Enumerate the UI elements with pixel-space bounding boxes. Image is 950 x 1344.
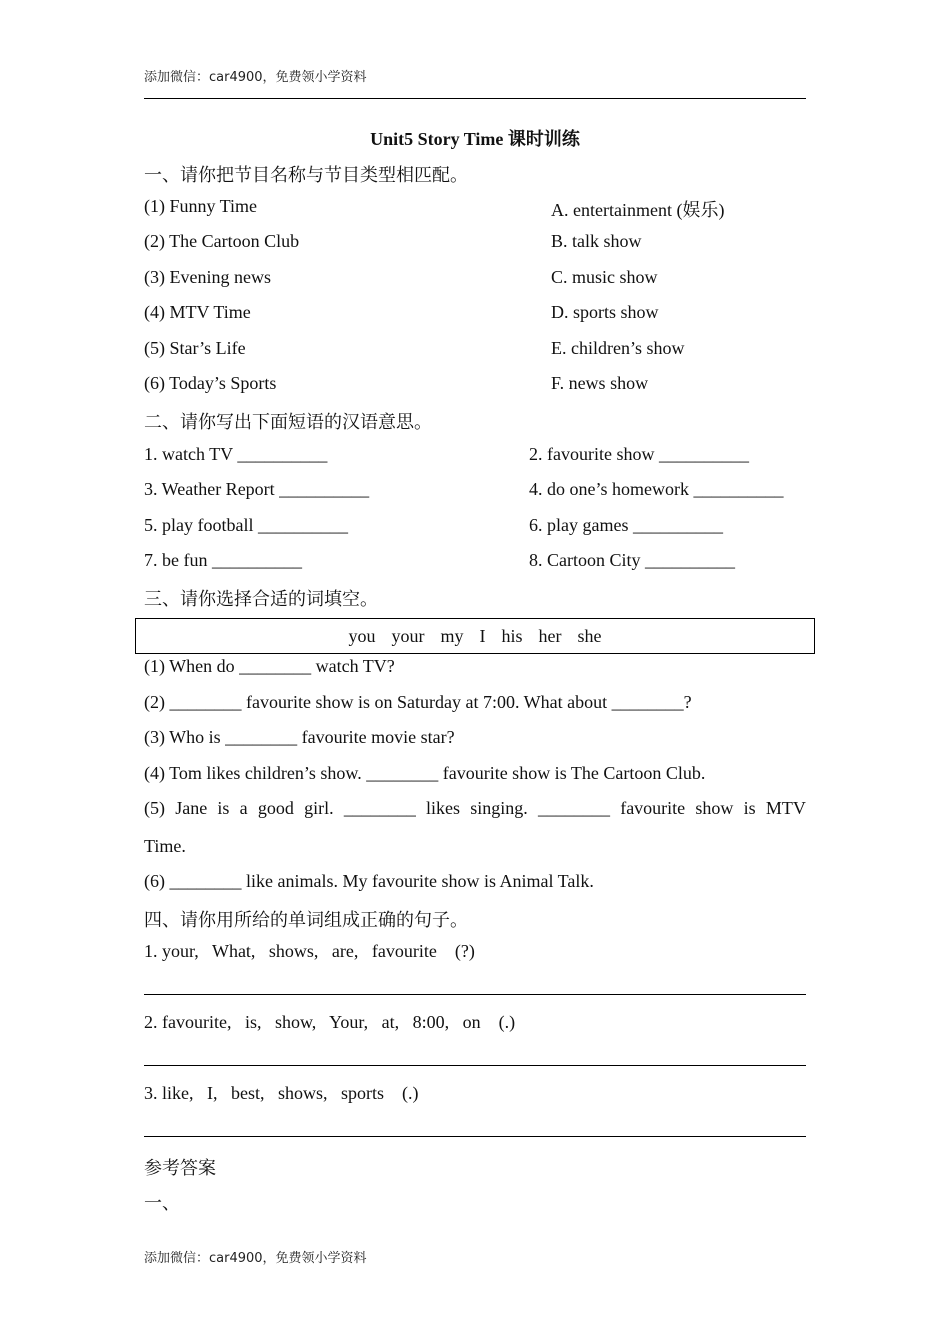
phrase-item: 8. Cartoon City __________ <box>529 550 735 570</box>
word-bank-word: you <box>348 625 376 646</box>
section2-heading: 二、请你写出下面短语的汉语意思。 <box>144 412 432 432</box>
item5-word: a <box>239 798 248 818</box>
match-right-item: D. sports show <box>551 302 659 322</box>
page-header: 添加微信：car4900，免费领小学资料 <box>144 70 367 85</box>
answer-line <box>144 1065 806 1066</box>
fill-blank-item: (2) ________ favourite show is on Saturday at 7:00. What about ________? <box>144 692 692 712</box>
phrase-item: 5. play football __________ <box>144 515 348 535</box>
fill-blank-item-5 <box>144 798 806 819</box>
word-bank-word: his <box>501 625 523 646</box>
fill-blank-item: (6) ________ like animals. My favourite show is Animal Talk. <box>144 871 594 891</box>
item5-word: is <box>217 798 230 818</box>
item5-word: singing. <box>470 798 528 818</box>
page-title: Unit5 Story Time 课时训练 <box>370 129 580 149</box>
answers-section-label: 一、 <box>144 1193 180 1213</box>
section3-heading: 三、请你选择合适的词填空。 <box>144 589 378 609</box>
item5-word: good <box>257 798 294 818</box>
word-bank <box>136 619 814 653</box>
match-right-item: C. music show <box>551 267 658 287</box>
phrase-item: 6. play games __________ <box>529 515 723 535</box>
match-left-item: (1) Funny Time <box>144 196 258 216</box>
phrase-item: 7. be fun __________ <box>144 550 302 570</box>
fill-blank-item: (3) Who is ________ favourite movie star? <box>144 727 455 747</box>
match-right-item: B. talk show <box>551 231 642 251</box>
match-right-item: A. entertainment (娱乐) <box>551 200 725 220</box>
word-bank-word: she <box>577 625 602 646</box>
phrase-item: 3. Weather Report __________ <box>144 479 370 499</box>
item5-word: (5) <box>144 798 165 818</box>
item5-word: ________ <box>343 798 416 818</box>
match-right-item: F. news show <box>551 373 649 393</box>
item5-word: Jane <box>175 798 208 818</box>
page-footer: 添加微信：car4900，免费领小学资料 <box>144 1251 367 1266</box>
fill-blank-item-5-cont: Time. <box>144 836 186 856</box>
item5-word: show <box>695 798 734 818</box>
answer-line <box>144 1136 806 1137</box>
fill-blank-item: (4) Tom likes children’s show. ________ favourite show is The Cartoon Club. <box>144 763 706 783</box>
match-left-item: (3) Evening news <box>144 267 271 287</box>
answers-heading: 参考答案 <box>144 1158 216 1178</box>
fill-blank-item: (1) When do ________ watch TV? <box>144 656 395 676</box>
header-rule <box>144 98 806 99</box>
match-left-item: (6) Today’s Sports <box>144 373 277 393</box>
item5-word: is <box>743 798 756 818</box>
item5-word: MTV <box>765 798 806 818</box>
item5-word: likes <box>426 798 461 818</box>
answer-line <box>144 994 806 995</box>
item5-word: ________ <box>537 798 610 818</box>
match-left-item: (5) Star’s Life <box>144 338 246 358</box>
item5-word: favourite <box>620 798 686 818</box>
word-bank-word: your <box>391 625 425 646</box>
word-bank-word: I <box>479 625 486 646</box>
item5-word: girl. <box>304 798 334 818</box>
match-left-item: (2) The Cartoon Club <box>144 231 300 251</box>
word-bank-box <box>135 618 815 654</box>
match-right-item: E. children’s show <box>551 338 685 358</box>
reorder-item: 2. favourite, is, show, Your, at, 8:00, on (.) <box>144 1012 516 1032</box>
word-bank-word: my <box>440 625 464 646</box>
phrase-item: 2. favourite show __________ <box>529 444 749 464</box>
section1-heading: 一、请你把节目名称与节目类型相匹配。 <box>144 165 468 185</box>
reorder-item: 3. like, I, best, shows, sports (.) <box>144 1083 419 1103</box>
phrase-item: 4. do one’s homework __________ <box>529 479 784 499</box>
word-bank-word: her <box>538 625 562 646</box>
reorder-item: 1. your, What, shows, are, favourite (?) <box>144 941 475 961</box>
section4-heading: 四、请你用所给的单词组成正确的句子。 <box>144 910 468 930</box>
phrase-item: 1. watch TV __________ <box>144 444 328 464</box>
match-left-item: (4) MTV Time <box>144 302 251 322</box>
